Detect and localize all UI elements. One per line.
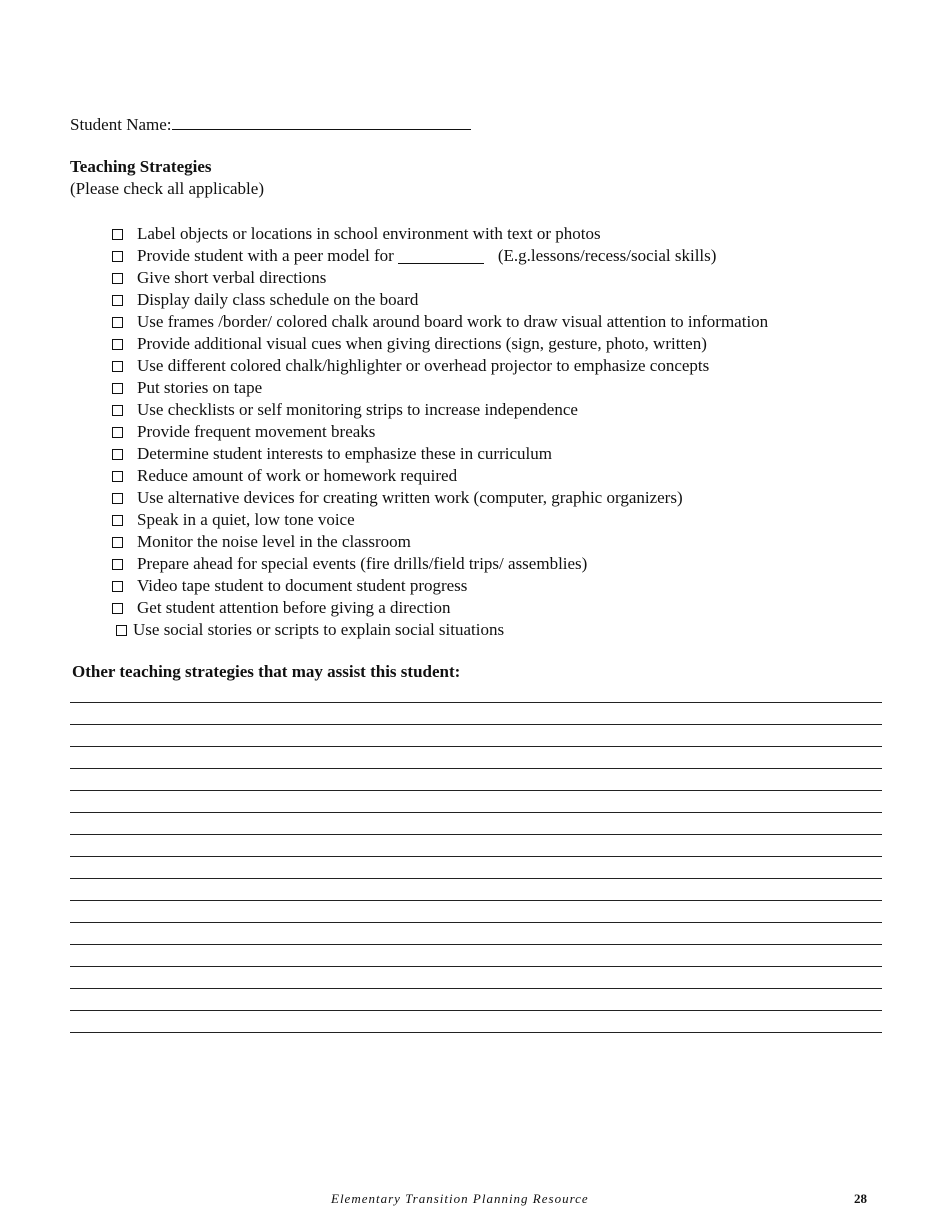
checkbox-icon[interactable] <box>112 603 123 614</box>
checkbox-icon[interactable] <box>112 471 123 482</box>
checkbox-icon[interactable] <box>112 515 123 526</box>
writing-line[interactable] <box>70 813 882 835</box>
checklist-item[interactable]: Provide frequent movement breaks <box>112 421 768 443</box>
checkbox-icon[interactable] <box>112 251 123 262</box>
writing-line[interactable] <box>70 901 882 923</box>
other-strategies-writing-area[interactable] <box>70 702 882 1033</box>
checkbox-icon[interactable] <box>112 493 123 504</box>
strategies-checklist <box>112 223 768 641</box>
checkbox-icon[interactable] <box>112 449 123 460</box>
student-name-blank[interactable] <box>172 113 471 130</box>
writing-line[interactable] <box>70 835 882 857</box>
checkbox-icon[interactable] <box>112 581 123 592</box>
checklist-item[interactable]: Video tape student to document student progress <box>112 575 768 597</box>
checkbox-icon[interactable] <box>112 537 123 548</box>
checklist-item[interactable]: Give short verbal directions <box>112 267 768 289</box>
checklist-item[interactable]: Label objects or locations in school environment with text or photos <box>112 223 768 245</box>
writing-line[interactable] <box>70 879 882 901</box>
checkbox-icon[interactable] <box>112 405 123 416</box>
writing-line[interactable] <box>70 791 882 813</box>
checkbox-icon[interactable] <box>112 295 123 306</box>
checkbox-icon[interactable] <box>116 625 127 636</box>
teaching-strategies-subtitle: (Please check all applicable) <box>70 179 264 198</box>
writing-line[interactable] <box>70 769 882 791</box>
writing-line[interactable] <box>70 989 882 1011</box>
writing-line[interactable] <box>70 1011 882 1033</box>
checklist-item[interactable]: Use social stories or scripts to explain social situations <box>112 619 768 641</box>
teaching-strategies-title: Teaching Strategies <box>70 157 212 176</box>
checkbox-icon[interactable] <box>112 361 123 372</box>
checklist-item[interactable]: Use checklists or self monitoring strips to increase independence <box>112 399 768 421</box>
writing-line[interactable] <box>70 747 882 769</box>
page-number: 28 <box>854 1191 867 1206</box>
writing-line[interactable] <box>70 945 882 967</box>
checklist-item[interactable]: Get student attention before giving a direction <box>112 597 768 619</box>
checkbox-icon[interactable] <box>112 427 123 438</box>
checklist-item[interactable]: Determine student interests to emphasize these in curriculum <box>112 443 768 465</box>
peer-model-blank[interactable] <box>398 249 484 264</box>
writing-line[interactable] <box>70 857 882 879</box>
checklist-item[interactable]: Use different colored chalk/highlighter or overhead projector to emphasize concepts <box>112 355 768 377</box>
checklist-item[interactable]: Reduce amount of work or homework required <box>112 465 768 487</box>
student-name-label: Student Name: <box>70 115 172 134</box>
student-name-field[interactable] <box>70 113 471 135</box>
writing-line[interactable] <box>70 967 882 989</box>
checklist-item[interactable]: Use alternative devices for creating written work (computer, graphic organizers) <box>112 487 768 509</box>
checkbox-icon[interactable] <box>112 559 123 570</box>
checklist-item[interactable]: Provide student with a peer model for (E.g.lessons/recess/social skills) <box>112 245 768 267</box>
peer-model-examples: (E.g.lessons/recess/social skills) <box>497 246 717 265</box>
checkbox-icon[interactable] <box>112 273 123 284</box>
checklist-item[interactable]: Monitor the noise level in the classroom <box>112 531 768 553</box>
checkbox-icon[interactable] <box>112 317 123 328</box>
checklist-item[interactable]: Provide additional visual cues when giving directions (sign, gesture, photo, written) <box>112 333 768 355</box>
writing-line[interactable] <box>70 725 882 747</box>
checkbox-icon[interactable] <box>112 229 123 240</box>
checklist-item[interactable]: Speak in a quiet, low tone voice <box>112 509 768 531</box>
checklist-item[interactable]: Put stories on tape <box>112 377 768 399</box>
checklist-item[interactable]: Use frames /border/ colored chalk around board work to draw visual attention to information <box>112 311 768 333</box>
other-strategies-title: Other teaching strategies that may assist this student: <box>72 662 461 681</box>
footer-document-title: Elementary Transition Planning Resource <box>331 1191 589 1206</box>
checkbox-icon[interactable] <box>112 383 123 394</box>
checkbox-icon[interactable] <box>112 339 123 350</box>
checklist-item[interactable]: Display daily class schedule on the board <box>112 289 768 311</box>
writing-line[interactable] <box>70 703 882 725</box>
writing-line[interactable] <box>70 923 882 945</box>
checklist-item[interactable]: Prepare ahead for special events (fire drills/field trips/ assemblies) <box>112 553 768 575</box>
